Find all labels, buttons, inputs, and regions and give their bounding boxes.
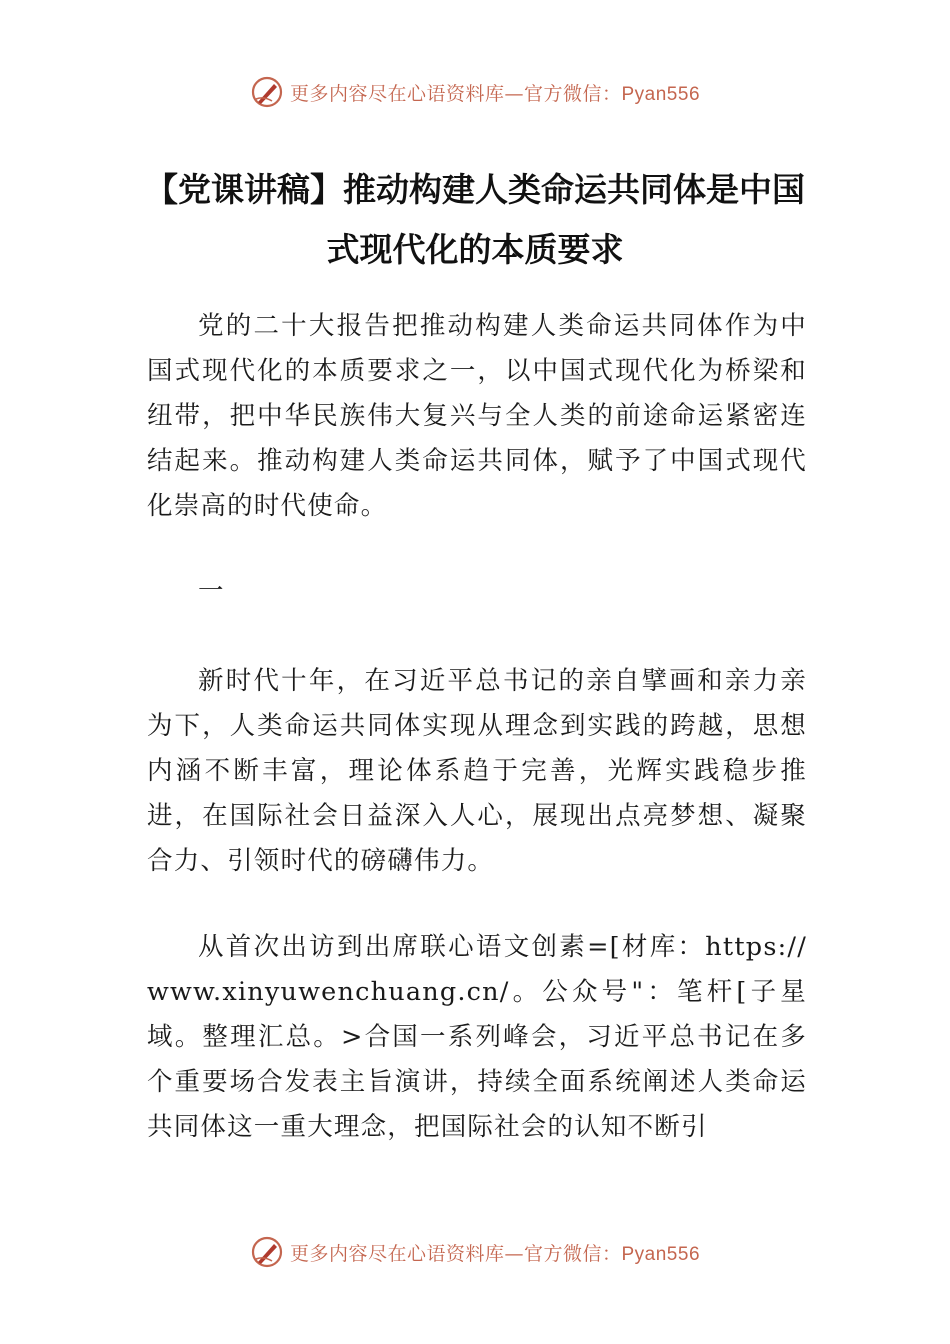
footer-watermark-banner — [0, 1230, 950, 1274]
pen-logo-icon — [250, 75, 284, 109]
document-title: 【党课讲稿】推动构建人类命运共同体是中国式现代化的本质要求 — [145, 170, 805, 269]
wechat-id: Pyan556 — [621, 83, 701, 105]
banner-text: 更多内容尽在心语资料库—官方微信：Pyan556 — [289, 82, 701, 105]
paragraph-body: 新时代十年，在习近平总书记的亲自擘画和亲力亲为下，人类命运共同体实现从理念到实践的跨越，思想内涵不断丰富，理论体系趋于完善，光辉实践稳步推进，在国际社会日益深入人心，展现出点亮梦想、凝聚合力、引领时代的磅礴伟力。 — [147, 666, 807, 876]
header-watermark-banner — [0, 70, 950, 114]
pen-logo-icon — [250, 1235, 284, 1269]
wechat-id: Pyan556 — [621, 1243, 701, 1265]
section-heading: 一 — [198, 576, 225, 606]
paragraph-intro: 党的二十大报告把推动构建人类命运共同体作为中国式现代化的本质要求之一，以中国式现代化为桥梁和纽带，把中华民族伟大复兴与全人类的前途命运紧密连结起来。推动构建人类命运共同体，赋予了中国式现代化崇高的时代使命。 — [147, 311, 807, 521]
banner-text: 更多内容尽在心语资料库—官方微信：Pyan556 — [289, 1242, 701, 1265]
paragraph-body: 从首次出访到出席联心语文创素=[材库：https://www.xinyuwenchuang.cn/。公众号"：笔杆[子星域。整理汇总。>合国一系列峰会，习近平总书记在多个重要场合发表主旨演讲，持续全面系统阐述人类命运共同体这一重大理念，把国际社会的认知不断引 — [147, 932, 807, 1142]
